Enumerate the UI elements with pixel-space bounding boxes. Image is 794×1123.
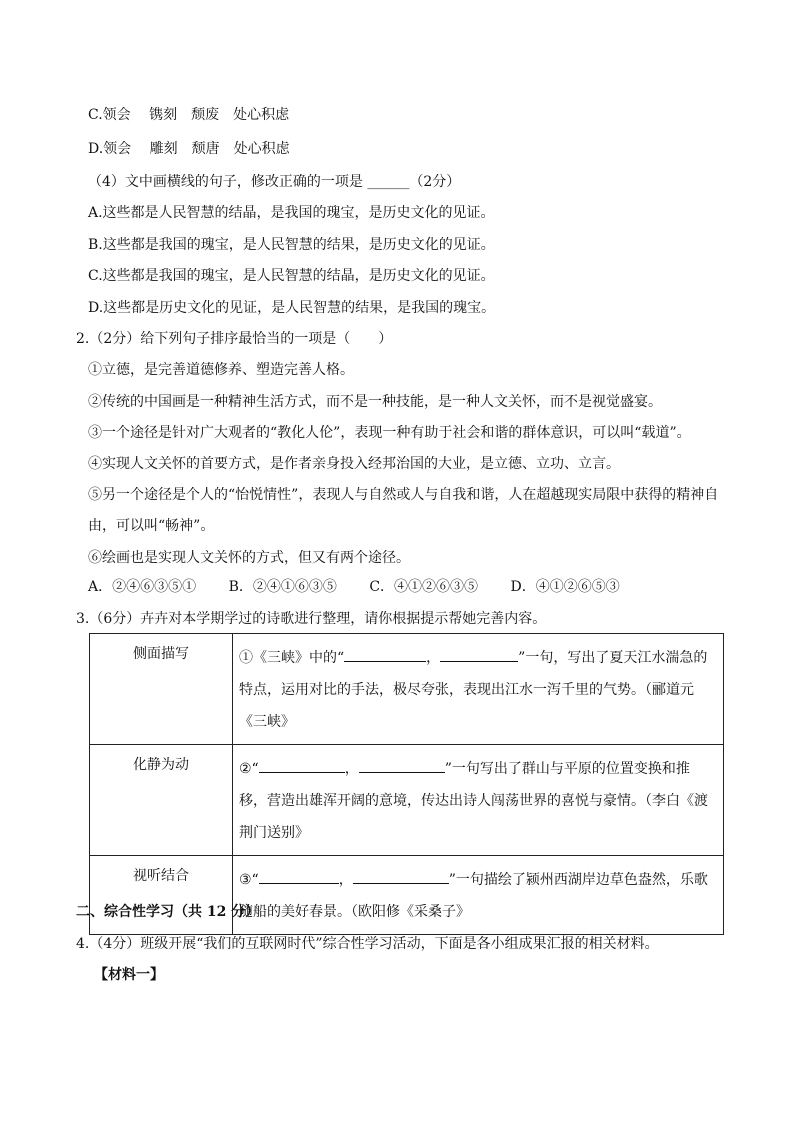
answer-blank[interactable]: [359, 758, 445, 773]
content-suffix: ”一句描绘了颍州西湖岸边草色盎然，乐歌随船的美好春景。（欧阳修《采桑子》: [239, 872, 708, 920]
q2-option-c: C．④①②⑥③⑤: [369, 579, 479, 595]
table-key-cell: 侧面描写: [90, 634, 233, 745]
content-prefix: ①《三峡》中的“: [239, 650, 345, 666]
q1-sub4-option-c: C.这些都是我国的瑰宝，是人民智慧的结晶，是历史文化的见证。: [88, 268, 495, 284]
answer-blank[interactable]: [259, 758, 345, 773]
q2-option-d: D．④①②⑥⑤③: [510, 579, 620, 595]
content-prefix: ②“: [239, 761, 259, 777]
answer-blank[interactable]: [344, 647, 426, 662]
content-comma: ，: [338, 872, 353, 888]
table-content-cell: [233, 745, 724, 856]
section2-title: 二、综合性学习（共 12 分）: [76, 904, 260, 920]
q2-sentence-3: ③一个途径是针对广大观者的“教化人伦”，表现一种有助于社会和谐的群体意识，可以叫“载道”。: [88, 425, 691, 441]
q1-option-d: D.领会 雕刻 颓唐 处心积虑: [88, 141, 290, 157]
content-comma: ，: [344, 761, 359, 777]
table-key-cell: 化静为动: [90, 745, 233, 856]
q1-option-c: C.领会 镌刻 颓废 处心积虑: [88, 107, 290, 123]
table-content-cell: [233, 634, 724, 745]
q2-sentence-6: ⑥绘画也是实现人文关怀的方式，但又有两个途径。: [88, 550, 410, 566]
answer-blank[interactable]: [353, 869, 449, 884]
content-comma: ，: [426, 650, 441, 666]
q2-option-b: B．②④①⑥③⑤: [228, 579, 337, 595]
content-prefix: ③“: [239, 872, 259, 888]
q2-sentence-2: ②传统的中国画是一种精神生活方式，而不是一种技能，是一种人文关怀，而不是视觉盛宴。: [88, 394, 662, 410]
table-key-cell: 视听结合: [90, 856, 233, 935]
material1-label: 【材料一】: [94, 967, 164, 983]
q2-sentence-5-line2: 由，可以叫“畅神”。: [88, 518, 215, 534]
q2-sentence-5-line1: ⑤另一个途径是个人的“怡悦情性”，表现人与自然或人与自我和谐，人在超越现实局限中获得的精神自: [88, 487, 719, 503]
answer-blank[interactable]: [259, 869, 339, 884]
table-row: [90, 745, 724, 856]
q1-sub4-option-d: D.这些都是历史文化的见证，是人民智慧的结果，是我国的瑰宝。: [88, 300, 496, 316]
content-suffix: ”一句写出了群山与平原的位置变换和推移，营造出雄浑开阔的意境，传达出诗人闯荡世界的喜悦与豪情。（李白《渡荆门送别》: [239, 761, 708, 841]
q3-stem: 3.（6分）卉卉对本学期学过的诗歌进行整理，请你根据提示帮她完善内容。: [76, 611, 547, 627]
table-row: [90, 856, 724, 935]
q2-sentence-1: ①立德，是完善道德修养、塑造完善人格。: [88, 362, 354, 378]
q2-stem: 2.（2分）给下列句子排序最恰当的一项是（ ）: [76, 331, 393, 347]
q2-option-a: A．②④⑥③⑤①: [88, 579, 197, 595]
q4-stem: 4.（4分）班级开展“我们的互联网时代”综合性学习活动，下面是各小组成果汇报的相关材料。: [76, 936, 659, 952]
q2-sentence-4: ④实现人文关怀的首要方式，是作者亲身投入经邦治国的大业，是立德、立功、立言。: [88, 456, 620, 472]
answer-blank[interactable]: [440, 647, 518, 662]
q3-poem-table: [89, 633, 724, 935]
content-suffix: ”一句，写出了夏天江水湍急的特点，运用对比的手法，极尽夸张，表现出江水一泻千里的气势。（郦道元《三峡》: [239, 650, 708, 730]
q2-options: [88, 576, 648, 598]
table-row: [90, 634, 724, 745]
q1-sub4-option-b: B.这些都是我国的瑰宝，是人民智慧的结果，是历史文化的见证。: [88, 237, 495, 253]
q1-sub4-stem: （4）文中画横线的句子，修改正确的一项是 ______（2分）: [88, 174, 461, 190]
table-content-cell: [233, 856, 724, 935]
q1-sub4-option-a: A.这些都是人民智慧的结晶，是我国的瑰宝，是历史文化的见证。: [88, 205, 495, 221]
